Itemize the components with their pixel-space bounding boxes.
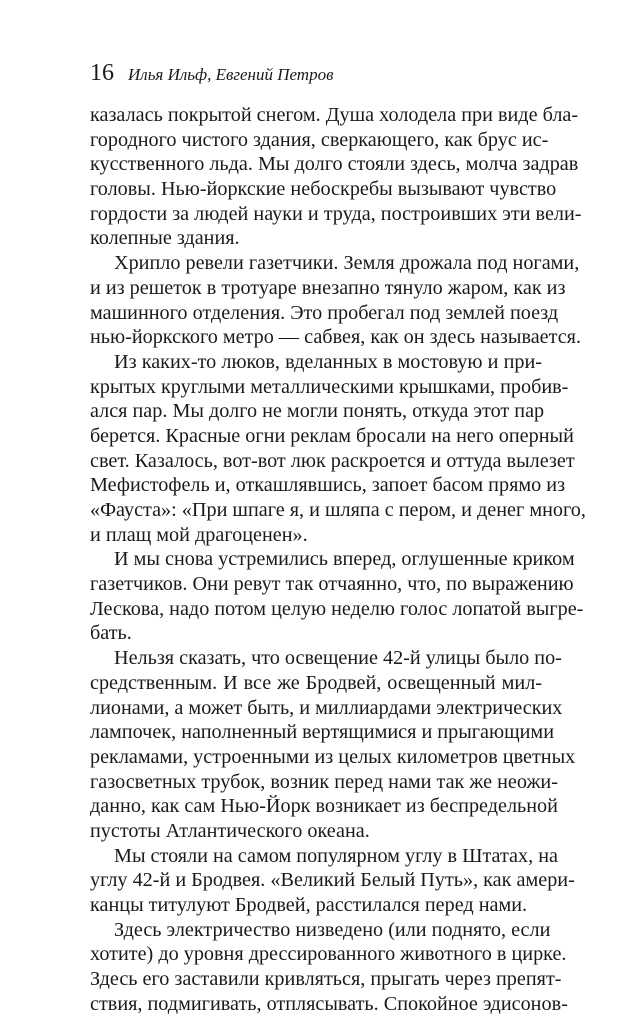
text-line: нью-йоркского метро — сабвея, как он здесь называется. [90, 326, 581, 349]
text-line: Здесь электричество низведено (или поднято, если [114, 918, 551, 941]
text-line: и из решеток в тротуаре внезапно тянуло жаром, как из [90, 276, 566, 299]
header-authors: Илья Ильф, Евгений Петров [128, 65, 334, 84]
text-line: рекламами, устроенными из целых километров цветных [90, 745, 576, 768]
text-line: бать. [90, 622, 132, 645]
text-line: крытых круглыми металлическими крышками, пробив- [90, 375, 569, 398]
text-line: Хрипло ревели газетчики. Земля дрожала под ногами, [114, 252, 580, 275]
body-text [90, 103, 586, 1016]
text-line: берется. Красные огни реклам бросали на него оперный [90, 424, 574, 447]
text-line: головы. Нью-йоркские небоскребы вызывают чувство [90, 178, 557, 201]
text-line: «Фауста»: «При шпаге я, и шляпа с пером, и денег много, [90, 499, 586, 521]
text-line: лионами, а может быть, и миллиардами электрических [90, 696, 563, 719]
text-line: хотите) до уровня дрессированного животного в цирке. [90, 943, 567, 966]
text-line: кусственного льда. Мы долго стояли здесь, молча задрав [90, 153, 579, 176]
running-head [90, 60, 560, 90]
text-line: средственным. И все же Бродвей, освещенный мил- [90, 671, 542, 694]
text-line: Мефистофель и, откашлявшись, запоет басом прямо из [90, 474, 566, 497]
text-line: и плащ мой драгоценен». [90, 523, 308, 546]
text-line: ался пар. Мы долго не могли понять, откуда этот пар [90, 400, 545, 423]
text-line: Из каких-то люков, вделанных в мостовую и при- [114, 350, 542, 373]
text-line: углу 42-й и Бродвея. «Великий Белый Путь», как амери- [90, 869, 575, 892]
text-line: газетчиков. Они ревут так отчаянно, что, по выражению [90, 573, 574, 596]
text-line: машинного отделения. Это пробегал под землей поезд [90, 301, 559, 324]
text-line: канцы титулуют Бродвей, расстилался перед нами. [90, 894, 528, 916]
text-line: казалась покрытой снегом. Душа холодела при виде бла- [90, 104, 579, 126]
text-line: ствия, подмигивать, отплясывать. Спокойное эдисонов- [90, 992, 568, 1015]
text-line: данно, как сам Нью-Йорк возникает из беспредельной [90, 795, 558, 818]
text-line: газосветных трубок, возник перед нами так же неожи- [90, 770, 558, 793]
text-line: городного чистого здания, сверкающего, как брус ис- [90, 128, 549, 151]
text-line: свет. Казалось, вот-вот люк раскроется и оттуда вылезет [90, 449, 575, 472]
text-line: пустоты Атлантического океана. [90, 819, 370, 842]
text-line: гордости за людей науки и труда, построивших эти вели- [90, 202, 582, 225]
text-line: Мы стояли на самом популярном углу в Штатах, на [114, 844, 558, 867]
text-line: колепные здания. [90, 227, 240, 250]
text-line: лампочек, наполненный вертящимися и прыгающими [90, 721, 555, 744]
text-line: Лескова, надо потом целую неделю голос лопатой выгре- [90, 597, 584, 620]
text-line: Здесь его заставили кривляться, прыгать через препят- [90, 968, 562, 991]
text-line: Нельзя сказать, что освещение 42-й улицы было по- [114, 647, 562, 670]
page-number: 16 [90, 60, 114, 86]
text-line: И мы снова устремились вперед, оглушенные криком [114, 548, 575, 571]
